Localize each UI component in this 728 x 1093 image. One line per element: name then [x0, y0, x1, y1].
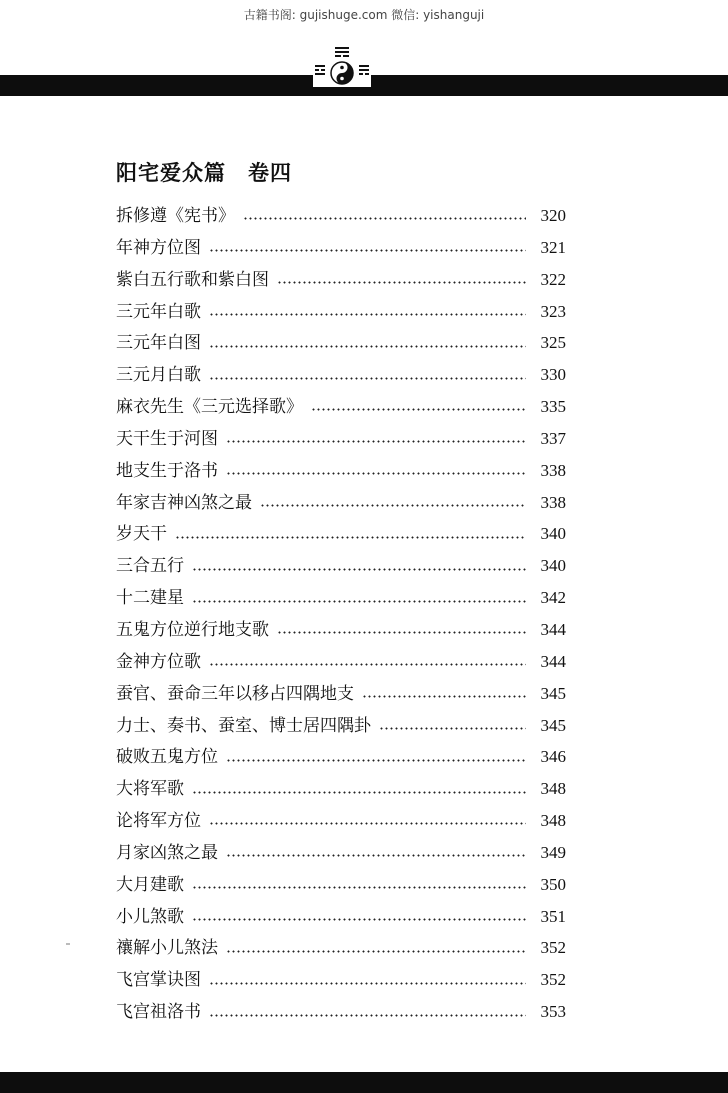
yin-yang-trigram-icon	[313, 43, 371, 87]
dot-leader	[226, 854, 526, 857]
toc-entry-title: 三元年白图	[116, 333, 201, 354]
dot-leader	[192, 886, 526, 889]
dot-leader	[209, 822, 526, 825]
toc-entry-page-number: 335	[540, 397, 566, 417]
toc-entry-page-number: 348	[540, 811, 566, 831]
toc-entry-title: 蚕官、蚕命三年以移占四隅地支	[116, 683, 354, 704]
toc-entry-page-number: 337	[540, 428, 566, 448]
toc-entry[interactable]	[116, 264, 566, 296]
toc-entry-page-number: 322	[540, 269, 566, 289]
toc-entry[interactable]	[116, 582, 566, 614]
toc-entry-title: 年家吉神凶煞之最	[116, 492, 252, 513]
toc-entry-title: 飞宫掌诀图	[116, 970, 201, 991]
toc-entry[interactable]	[116, 805, 566, 837]
toc-entry-title: 破败五鬼方位	[116, 747, 218, 768]
toc-entry[interactable]	[116, 391, 566, 423]
scan-speck	[66, 943, 70, 945]
toc-entry[interactable]	[116, 901, 566, 933]
toc-entry-page-number: 351	[540, 906, 566, 926]
dot-leader	[209, 313, 526, 316]
toc-entry[interactable]	[116, 869, 566, 901]
dot-leader	[192, 791, 526, 794]
toc-entry-page-number: 340	[540, 524, 566, 544]
toc-entry-title: 大月建歌	[116, 874, 184, 895]
toc-entry-page-number: 353	[540, 1002, 566, 1022]
toc-entry[interactable]	[116, 296, 566, 328]
dot-leader	[192, 568, 526, 571]
dot-leader	[311, 408, 526, 411]
dot-leader	[243, 217, 526, 220]
toc-entry-page-number: 349	[540, 842, 566, 862]
toc-entry[interactable]	[116, 964, 566, 996]
toc-entry-page-number: 325	[540, 333, 566, 353]
toc-entry-title: 地支生于洛书	[116, 460, 218, 481]
toc-entry-page-number: 352	[540, 938, 566, 958]
toc-entry[interactable]	[116, 200, 566, 232]
dot-leader	[209, 1014, 526, 1017]
toc-entry-title: 金神方位歌	[116, 651, 201, 672]
dot-leader	[209, 663, 526, 666]
toc-entry-page-number: 345	[540, 683, 566, 703]
toc-entry[interactable]	[116, 773, 566, 805]
toc-entry-title: 紫白五行歌和紫白图	[116, 269, 269, 290]
toc-entry-page-number: 348	[540, 779, 566, 799]
toc-entry-page-number: 350	[540, 874, 566, 894]
section-title: 阳宅爱众篇 卷四	[116, 160, 292, 185]
toc-entry[interactable]	[116, 678, 566, 710]
toc-entry-title: 五鬼方位逆行地支歌	[116, 619, 269, 640]
toc-entry-page-number: 340	[540, 556, 566, 576]
dot-leader	[226, 759, 526, 762]
toc-entry[interactable]	[116, 359, 566, 391]
dot-leader	[175, 536, 526, 539]
toc-entry-page-number: 345	[540, 715, 566, 735]
dot-leader	[362, 695, 526, 698]
toc-entry-page-number: 338	[540, 492, 566, 512]
toc-entry-title: 三元年白歌	[116, 301, 201, 322]
toc-entry[interactable]	[116, 327, 566, 359]
toc-entry-page-number: 342	[540, 588, 566, 608]
toc-entry[interactable]	[116, 550, 566, 582]
dot-leader	[277, 281, 526, 284]
toc-entry[interactable]	[116, 932, 566, 964]
dot-leader	[226, 440, 526, 443]
toc-entry-title: 年神方位图	[116, 237, 201, 258]
toc-entry-title: 大将军歌	[116, 779, 184, 800]
toc-entry-page-number: 321	[540, 237, 566, 257]
toc-entry-title: 论将军方位	[116, 811, 201, 832]
toc-entry[interactable]	[116, 614, 566, 646]
toc-entry-title: 小儿煞歌	[116, 906, 184, 927]
toc-entry-title: 力士、奏书、蚕室、博士居四隅卦	[116, 715, 371, 736]
toc-entry[interactable]	[116, 996, 566, 1028]
dot-leader	[277, 631, 526, 634]
toc-entry-title: 飞宫祖洛书	[116, 1002, 201, 1023]
dot-leader	[379, 727, 526, 730]
toc-entry-title: 天干生于河图	[116, 428, 218, 449]
dot-leader	[209, 982, 526, 985]
toc-entry-title: 岁天干	[116, 524, 167, 545]
toc-entry-page-number: 323	[540, 301, 566, 321]
dot-leader	[192, 600, 526, 603]
toc-entry-title: 拆修遵《宪书》	[116, 206, 235, 226]
dot-leader	[226, 950, 526, 953]
toc-entry[interactable]	[116, 487, 566, 519]
toc-entry[interactable]	[116, 741, 566, 773]
toc-entry-page-number: 320	[540, 206, 566, 225]
toc-entry-title: 三合五行	[116, 556, 184, 577]
dot-leader	[192, 918, 526, 921]
watermark-text: 古籍书阁: gujishuge.com 微信: yishanguji	[243, 8, 485, 22]
toc-entry-title: 麻衣先生《三元选择歌》	[116, 397, 303, 418]
toc-entry-title: 禳解小儿煞法	[116, 938, 218, 959]
toc-entry[interactable]	[116, 837, 566, 869]
toc-entry-title: 三元月白歌	[116, 365, 201, 386]
toc-entry[interactable]	[116, 423, 566, 455]
toc-entry[interactable]	[116, 646, 566, 678]
dot-leader	[209, 377, 526, 380]
dot-leader	[209, 345, 526, 348]
table-of-contents	[116, 200, 566, 1028]
toc-entry-title: 十二建星	[116, 588, 184, 609]
toc-entry-page-number: 338	[540, 460, 566, 480]
toc-entry-page-number: 344	[540, 651, 566, 671]
dot-leader	[226, 472, 526, 475]
toc-entry-page-number: 352	[540, 970, 566, 990]
dot-leader	[209, 249, 526, 252]
toc-entry-title: 月家凶煞之最	[116, 842, 218, 863]
toc-entry[interactable]	[116, 232, 566, 264]
toc-entry[interactable]	[116, 710, 566, 742]
toc-entry-page-number: 346	[540, 747, 566, 767]
toc-entry[interactable]	[116, 518, 566, 550]
toc-entry-page-number: 344	[540, 619, 566, 639]
toc-entry-page-number: 330	[540, 365, 566, 385]
toc-entry[interactable]	[116, 455, 566, 487]
dot-leader	[260, 504, 526, 507]
footer-rule	[0, 1072, 728, 1093]
